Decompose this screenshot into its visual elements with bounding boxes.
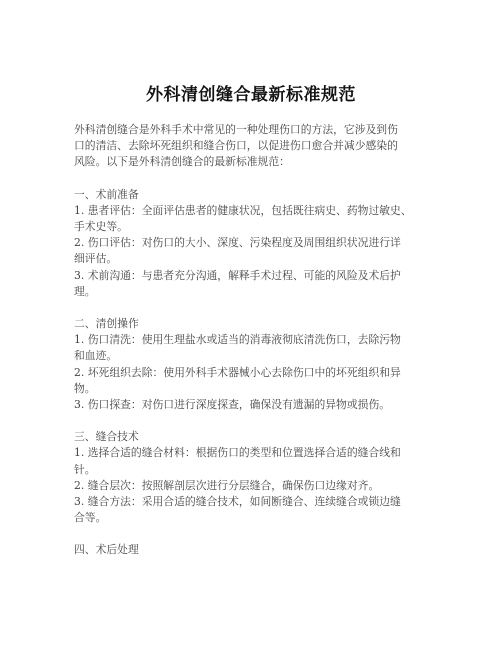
section-line: 和血迹。 [74,349,118,363]
section-line: 物。 [74,381,96,395]
section-line: 细评估。 [74,252,118,266]
section-line: 2. 坏死组织去除：使用外科手术器械小心去除伤口中的坏死组织和异 [74,365,401,379]
section-line: 1. 患者评估：全面评估患者的健康状况，包括既往病史、药物过敏史、 [74,203,412,217]
section-line: 3. 伤口探查：对伤口进行深度探查，确保没有遗漏的异物或损伤。 [74,398,391,412]
intro-line: 风险。以下是外科清创缝合的最新标准规范： [74,155,290,169]
intro-line: 口的清洁、去除坏死组织和缝合伤口，以促进伤口愈合并减少感染的 [74,139,398,153]
section-suturing [74,429,434,526]
section-line: 2. 伤口评估：对伤口的大小、深度、污染程度及周围组织状况进行详 [74,236,401,250]
section-line: 1. 选择合适的缝合材料：根据伤口的类型和位置选择合适的缝合线和 [74,446,401,460]
section-preoperative [74,187,434,300]
document-title: 外科清创缝合最新标准规范 [146,85,356,105]
section-line: 理。 [74,284,96,298]
section-line: 3. 缝合方法：采用合适的缝合技术，如间断缝合、连续缝合或锁边缝 [74,495,401,509]
section-line: 3. 术前沟通：与患者充分沟通，解释手术过程、可能的风险及术后护 [74,268,401,282]
section-line: 2. 缝合层次：按照解剖层次进行分层缝合，确保伤口边缘对齐。 [74,478,380,492]
section-line: 手术史等。 [74,220,128,234]
section-line: 1. 伤口清洗：使用生理盐水或适当的消毒液彻底清洗伤口，去除污物 [74,333,401,347]
section-heading: 三、缝合技术 [74,430,139,444]
document-body [74,122,434,559]
section-line: 合等。 [74,511,107,525]
intro-paragraph [74,122,434,171]
section-heading: 二、清创操作 [74,317,139,331]
section-line: 针。 [74,462,96,476]
section-postoperative [74,542,434,558]
section-heading: 四、术后处理 [74,543,139,557]
section-heading: 一、术前准备 [74,187,139,201]
intro-line: 外科清创缝合是外科手术中常见的一种处理伤口的方法，它涉及到伤 [74,123,398,136]
section-debridement [74,316,434,413]
